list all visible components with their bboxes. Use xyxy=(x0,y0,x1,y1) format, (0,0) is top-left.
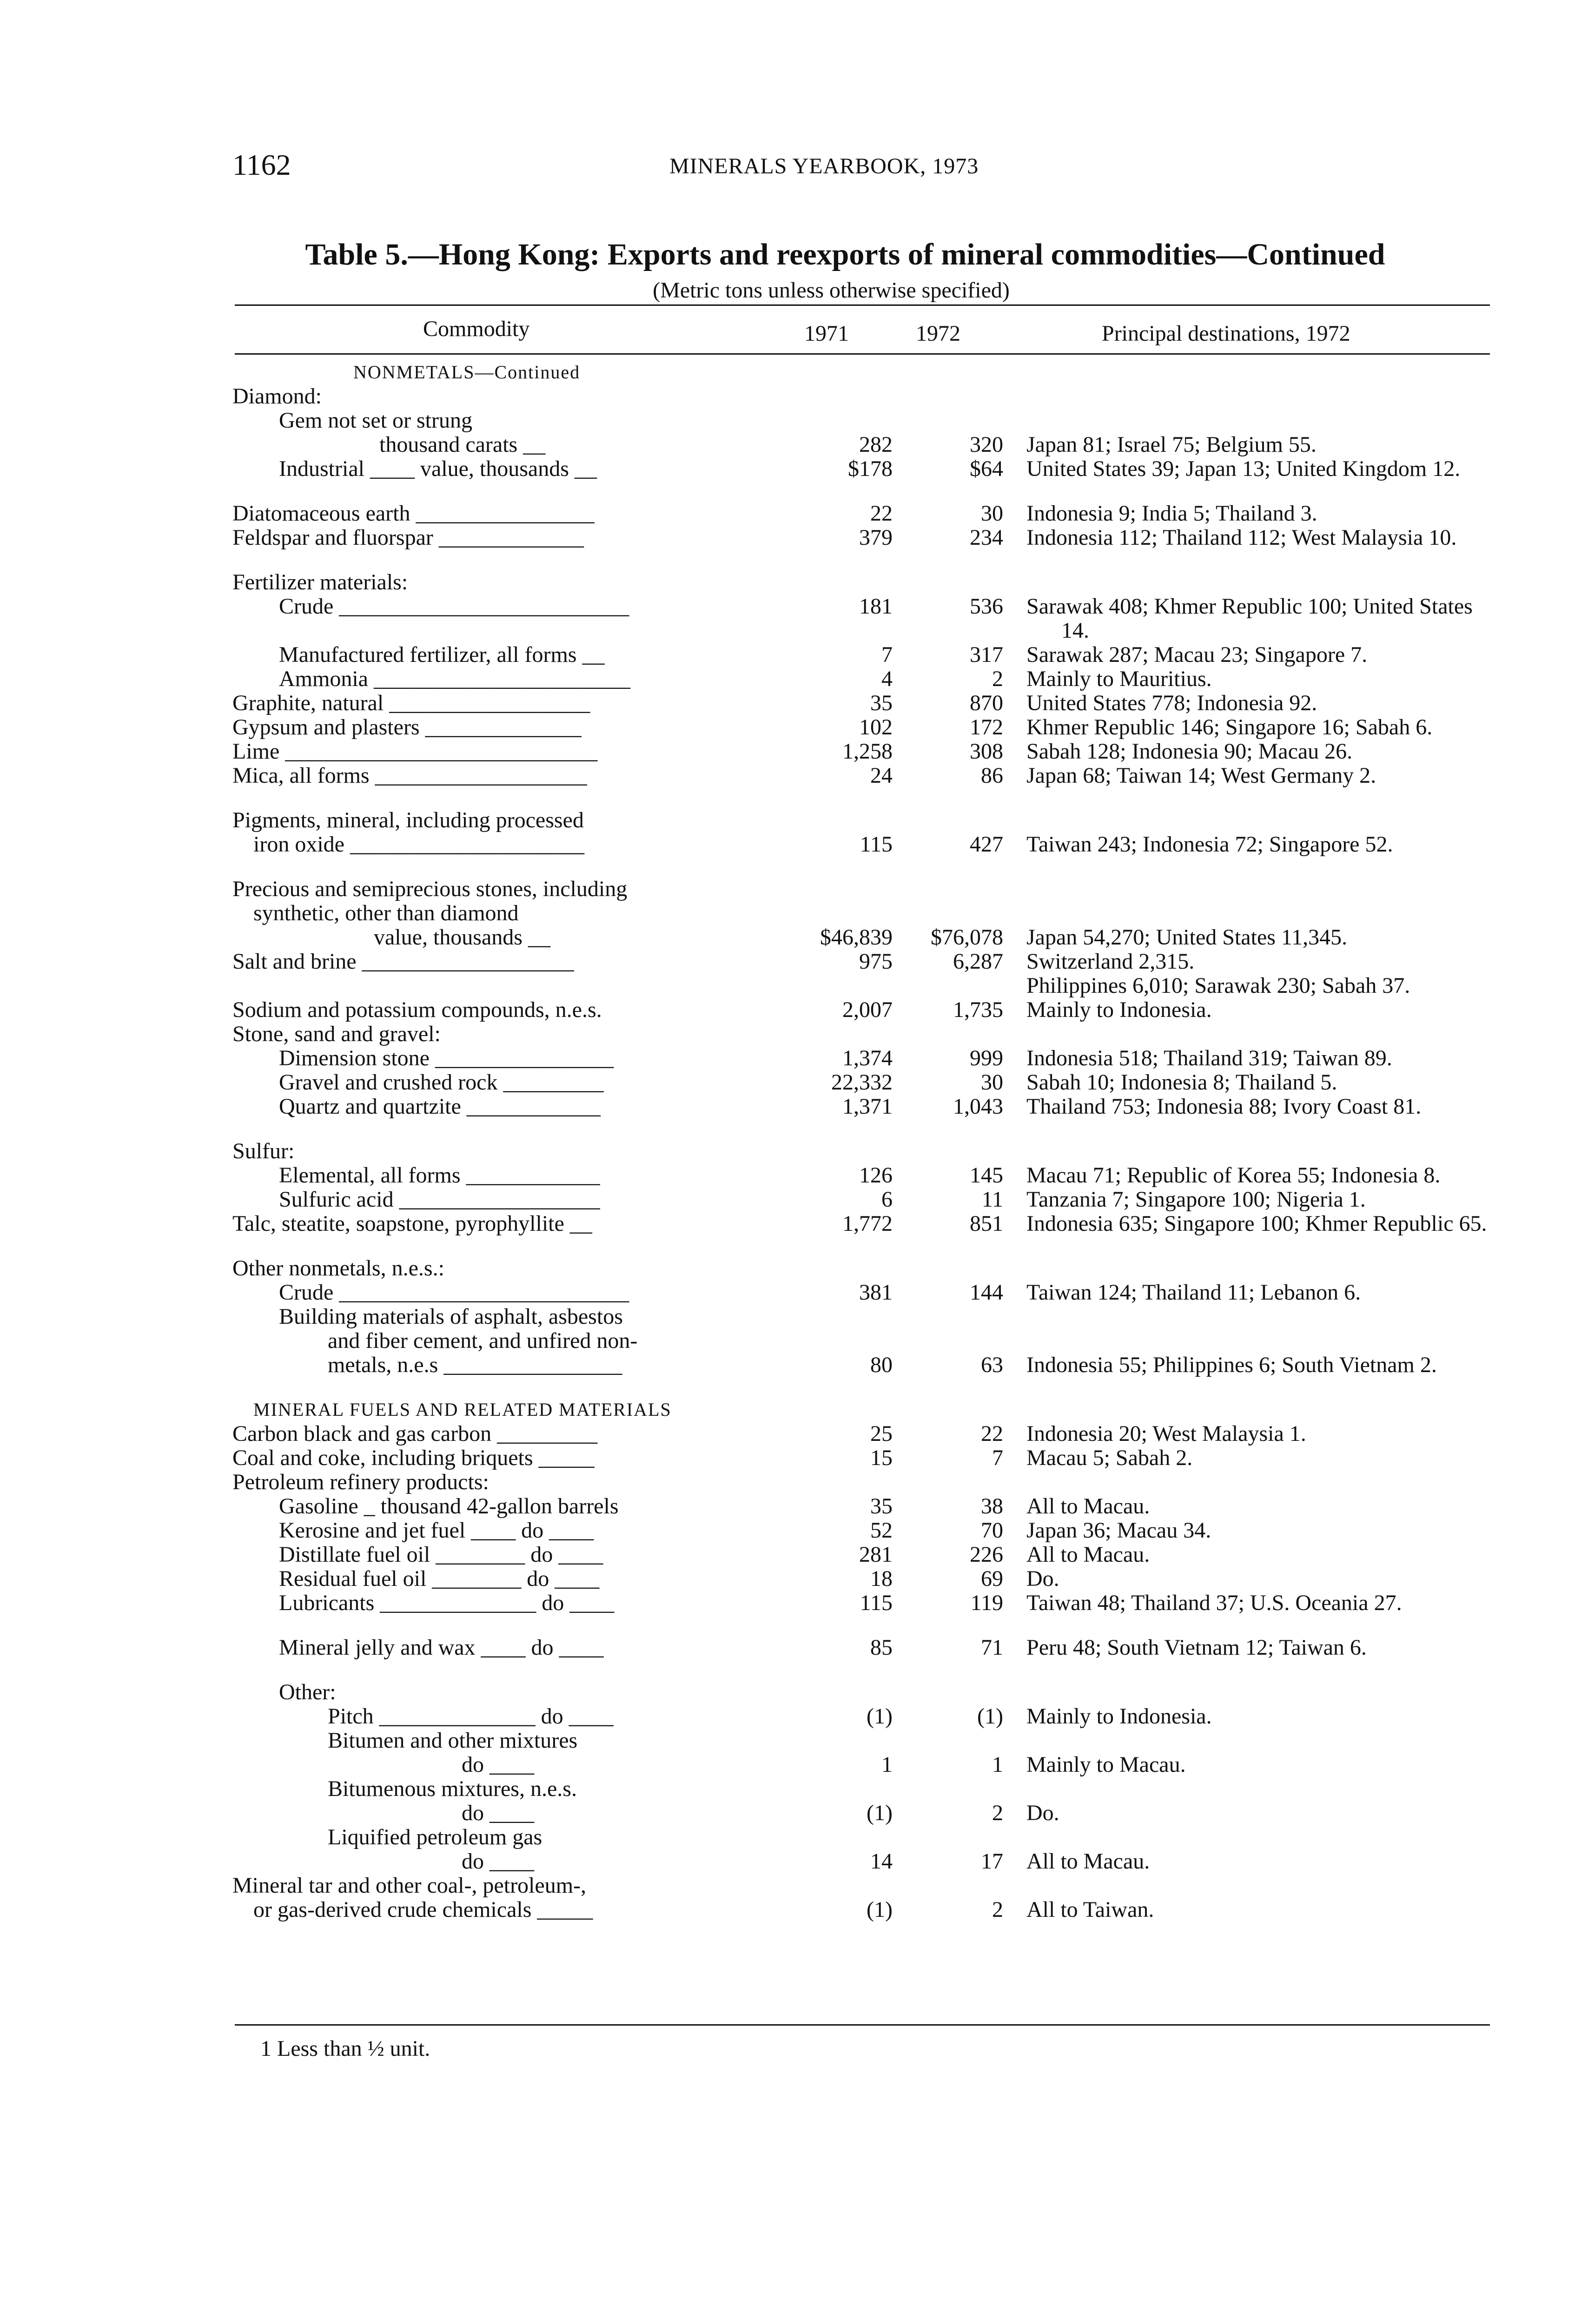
commodity-cell: Building materials of asphalt, asbestos xyxy=(279,1304,623,1329)
destination-cell xyxy=(1003,384,1491,409)
destination-cell: Indonesia 518; Thailand 319; Taiwan 89. xyxy=(1026,1046,1392,1070)
value-1972-cell xyxy=(893,974,1003,998)
destination-cell xyxy=(1003,360,1491,384)
table-row xyxy=(228,1329,1497,1353)
destination-cell: Indonesia 9; India 5; Thailand 3. xyxy=(1026,501,1317,526)
value-1971-cell: 6 xyxy=(881,1187,893,1212)
table-row xyxy=(228,739,1497,764)
table-row xyxy=(228,877,1497,901)
commodity-cell: Residual fuel oil ________ do ____ xyxy=(279,1566,600,1591)
value-1971-cell: 381 xyxy=(859,1280,893,1305)
value-1972-cell: 172 xyxy=(970,715,1003,739)
value-1972-cell: 144 xyxy=(970,1280,1003,1305)
table-row xyxy=(228,808,1497,832)
commodity-cell: Mineral jelly and wax ____ do ____ xyxy=(279,1635,604,1660)
value-1972-cell xyxy=(893,409,1003,433)
destination-cell xyxy=(1003,901,1491,925)
value-1972-cell xyxy=(893,1470,1003,1494)
value-1972-cell: 999 xyxy=(970,1046,1003,1070)
value-1972-cell xyxy=(893,1305,1003,1329)
destination-cell xyxy=(1003,1139,1491,1163)
value-1971-cell xyxy=(772,1777,893,1801)
table-row xyxy=(228,1567,1497,1591)
table-row xyxy=(228,1163,1497,1188)
commodity-cell: Stone, sand and gravel: xyxy=(232,1022,441,1046)
value-1971-cell: 379 xyxy=(859,525,893,550)
value-1972-cell: $64 xyxy=(970,456,1003,481)
value-1972-cell: 70 xyxy=(981,1518,1003,1543)
section-heading-row xyxy=(228,360,1497,384)
value-1972-cell xyxy=(893,1398,1003,1422)
commodity-cell: Petroleum refinery products: xyxy=(232,1470,489,1494)
destination-cell: Mainly to Indonesia. xyxy=(1026,997,1212,1022)
commodity-cell: Sulfuric acid __________________ xyxy=(279,1187,600,1212)
commodity-cell: thousand carats __ xyxy=(279,432,546,457)
value-1971-cell xyxy=(772,1825,893,1849)
header-1972: 1972 xyxy=(916,321,960,346)
destination-cell: Sarawak 287; Macau 23; Singapore 7. xyxy=(1026,642,1368,667)
value-1971-cell xyxy=(772,1329,893,1353)
value-1972-cell: 2 xyxy=(992,667,1003,691)
table-row xyxy=(228,832,1497,857)
destination-cell: Thailand 753; Indonesia 88; Ivory Coast 81. xyxy=(1026,1094,1422,1119)
table-subtitle xyxy=(0,277,1588,303)
commodity-cell: Graphite, natural __________________ xyxy=(232,691,590,715)
destination-cell: All to Macau. xyxy=(1026,1542,1150,1567)
table-row xyxy=(228,643,1497,667)
destination-cell xyxy=(1003,1777,1491,1801)
commodity-cell: Gravel and crushed rock _________ xyxy=(279,1070,604,1095)
table-row xyxy=(228,526,1497,550)
commodity-cell: MINERAL FUELS AND RELATED MATERIALS xyxy=(253,1399,672,1420)
commodity-cell: Elemental, all forms ____________ xyxy=(279,1163,600,1188)
destination-cell xyxy=(1003,877,1491,901)
table-row xyxy=(228,1898,1497,1922)
value-1972-cell: (1) xyxy=(977,1704,1003,1729)
table-row xyxy=(228,594,1497,643)
table-row xyxy=(228,1777,1497,1801)
value-1972-cell: 7 xyxy=(992,1446,1003,1470)
table-title-text: Table 5.—Hong Kong: Exports and reexports of mineral commodities—Continued xyxy=(305,238,1385,271)
commodity-cell: do ____ xyxy=(328,1801,534,1825)
commodity-cell: Sulfur: xyxy=(232,1139,295,1163)
table-row xyxy=(228,1305,1497,1329)
value-1971-cell: 52 xyxy=(870,1518,893,1543)
value-1972-cell xyxy=(893,877,1003,901)
value-1972-cell: 71 xyxy=(981,1635,1003,1660)
table-row xyxy=(228,715,1497,739)
table-row xyxy=(228,409,1497,433)
value-1971-cell xyxy=(772,974,893,998)
commodity-cell: Other: xyxy=(279,1680,336,1704)
value-1972-cell xyxy=(893,1825,1003,1849)
value-1972-cell: 38 xyxy=(981,1494,1003,1519)
destination-cell xyxy=(1003,570,1491,594)
destination-cell: Peru 48; South Vietnam 12; Taiwan 6. xyxy=(1026,1635,1367,1660)
value-1971-cell: 1,371 xyxy=(842,1094,893,1119)
commodity-cell: synthetic, other than diamond xyxy=(253,901,519,925)
table-title xyxy=(0,237,1588,272)
value-1972-cell: 226 xyxy=(970,1542,1003,1567)
value-1972-cell: 119 xyxy=(970,1591,1003,1615)
header-commodity: Commodity xyxy=(423,317,530,341)
value-1972-cell: 2 xyxy=(992,1897,1003,1922)
value-1971-cell xyxy=(772,877,893,901)
commodity-cell: Lime ____________________________ xyxy=(232,739,598,764)
value-1972-cell: 536 xyxy=(970,594,1003,619)
table-row xyxy=(228,691,1497,715)
commodity-cell: Precious and semiprecious stones, including xyxy=(232,877,628,901)
value-1972-cell: 1 xyxy=(992,1752,1003,1777)
table-row xyxy=(228,1680,1497,1704)
value-1971-cell xyxy=(772,1680,893,1704)
destination-cell xyxy=(1003,1398,1491,1422)
table-row xyxy=(228,1591,1497,1615)
value-1972-cell: 320 xyxy=(970,432,1003,457)
value-1972-cell: 30 xyxy=(981,501,1003,526)
commodity-cell: Bitumenous mixtures, n.e.s. xyxy=(328,1776,577,1801)
value-1971-cell: 1,772 xyxy=(842,1211,893,1236)
destination-cell xyxy=(1003,409,1491,433)
commodity-cell: value, thousands __ xyxy=(279,925,550,950)
value-1971-cell: 25 xyxy=(870,1421,893,1446)
value-1971-cell: $178 xyxy=(848,456,893,481)
table-row xyxy=(228,1519,1497,1543)
table-row xyxy=(228,1046,1497,1070)
destination-cell: United States 39; Japan 13; United Kingdom 12. xyxy=(1026,456,1461,481)
value-1972-cell: 86 xyxy=(981,763,1003,788)
destination-cell: United States 778; Indonesia 92. xyxy=(1026,691,1317,715)
destination-cell: Do. xyxy=(1026,1566,1059,1591)
value-1971-cell: 1 xyxy=(881,1752,893,1777)
value-1971-cell xyxy=(772,1729,893,1753)
value-1972-cell xyxy=(893,1729,1003,1753)
value-1971-cell: 115 xyxy=(860,832,893,857)
value-1972-cell xyxy=(893,1680,1003,1704)
table-row xyxy=(228,1281,1497,1305)
table-row xyxy=(228,950,1497,974)
value-1972-cell: 22 xyxy=(981,1421,1003,1446)
value-1972-cell xyxy=(893,1256,1003,1281)
destination-cell xyxy=(1003,1256,1491,1281)
destination-cell: Sabah 10; Indonesia 8; Thailand 5. xyxy=(1026,1070,1337,1095)
value-1972-cell: 63 xyxy=(981,1353,1003,1377)
value-1972-cell: 2 xyxy=(992,1801,1003,1825)
table-row xyxy=(228,1188,1497,1212)
table-row xyxy=(228,384,1497,409)
commodity-cell: iron oxide _____________________ xyxy=(253,832,584,857)
commodity-cell: Sodium and potassium compounds, n.e.s. xyxy=(232,997,602,1022)
destination-cell: Macau 71; Republic of Korea 55; Indonesia 8. xyxy=(1026,1163,1441,1188)
value-1971-cell: 80 xyxy=(870,1353,893,1377)
table-row xyxy=(228,667,1497,691)
commodity-cell: Carbon black and gas carbon _________ xyxy=(232,1421,598,1446)
section-heading-row xyxy=(228,1398,1497,1422)
value-1971-cell: 85 xyxy=(870,1635,893,1660)
destination-cell xyxy=(1003,1729,1491,1753)
commodity-cell: Kerosine and jet fuel ____ do ____ xyxy=(279,1518,594,1543)
commodity-cell: Pitch ______________ do ____ xyxy=(328,1704,614,1729)
destination-cell: Do. xyxy=(1026,1801,1059,1825)
value-1971-cell xyxy=(772,1874,893,1898)
value-1971-cell: 14 xyxy=(870,1849,893,1874)
table-row xyxy=(228,1422,1497,1446)
destination-cell xyxy=(1003,808,1491,832)
commodity-cell: Industrial ____ value, thousands __ xyxy=(279,456,597,481)
value-1972-cell: 17 xyxy=(981,1849,1003,1874)
table-row xyxy=(228,1256,1497,1281)
table-row xyxy=(228,1353,1497,1377)
commodity-cell xyxy=(228,974,772,998)
destination-cell: Japan 68; Taiwan 14; West Germany 2. xyxy=(1026,763,1376,788)
table-row xyxy=(228,1543,1497,1567)
commodity-cell: Quartz and quartzite ____________ xyxy=(279,1094,601,1119)
table-row xyxy=(228,1753,1497,1777)
value-1971-cell: 126 xyxy=(859,1163,893,1188)
commodity-cell: Diatomaceous earth ________________ xyxy=(232,501,595,526)
table-row xyxy=(228,998,1497,1022)
destination-cell: Taiwan 124; Thailand 11; Lebanon 6. xyxy=(1026,1280,1361,1305)
value-1971-cell xyxy=(772,360,893,384)
destination-cell xyxy=(1003,1680,1491,1704)
page-number: 1162 xyxy=(232,148,291,181)
value-1972-cell: 1,735 xyxy=(953,997,1003,1022)
destination-cell: Mainly to Macau. xyxy=(1026,1752,1186,1777)
table-row xyxy=(228,901,1497,925)
destination-cell xyxy=(1003,1825,1491,1849)
table-subtitle-text: (Metric tons unless otherwise specified) xyxy=(653,278,1010,303)
table-row xyxy=(228,1636,1497,1660)
value-1971-cell xyxy=(772,1305,893,1329)
table-row xyxy=(228,1874,1497,1898)
value-1971-cell: 7 xyxy=(881,642,893,667)
value-1972-cell xyxy=(893,1874,1003,1898)
commodity-cell: Manufactured fertilizer, all forms __ xyxy=(279,642,605,667)
value-1972-cell: 870 xyxy=(970,691,1003,715)
commodity-cell: Bitumen and other mixtures xyxy=(328,1728,578,1753)
value-1972-cell xyxy=(893,1139,1003,1163)
value-1971-cell: 15 xyxy=(870,1446,893,1470)
commodity-cell: Pigments, mineral, including processed xyxy=(232,808,584,832)
value-1971-cell: 975 xyxy=(859,949,893,974)
value-1972-cell: 11 xyxy=(981,1187,1003,1212)
destination-cell: Japan 36; Macau 34. xyxy=(1026,1518,1211,1543)
destination-cell xyxy=(1003,1470,1491,1494)
header-destinations: Principal destinations, 1972 xyxy=(1102,321,1350,346)
destination-cell: Mainly to Indonesia. xyxy=(1026,1704,1212,1729)
commodity-cell: Mineral tar and other coal-, petroleum-, xyxy=(232,1873,587,1898)
table-row xyxy=(228,925,1497,950)
commodity-cell: Diamond: xyxy=(232,384,322,409)
destination-cell: Philippines 6,010; Sarawak 230; Sabah 37. xyxy=(1026,973,1410,998)
table-row xyxy=(228,1801,1497,1825)
destination-cell: Taiwan 48; Thailand 37; U.S. Oceania 27. xyxy=(1026,1591,1402,1615)
footnote: 1 Less than ½ unit. xyxy=(260,2036,430,2061)
table-row xyxy=(228,1729,1497,1753)
destination-cell xyxy=(1003,1022,1491,1046)
value-1971-cell: 24 xyxy=(870,763,893,788)
table-row xyxy=(228,433,1497,457)
table-row xyxy=(228,1022,1497,1046)
value-1972-cell xyxy=(893,360,1003,384)
table-row xyxy=(228,1212,1497,1236)
table-row xyxy=(228,1494,1497,1519)
commodity-cell: Coal and coke, including briquets _____ xyxy=(232,1446,595,1470)
table-row xyxy=(228,764,1497,788)
destination-cell: Switzerland 2,315. xyxy=(1026,949,1195,974)
value-1971-cell: 2,007 xyxy=(842,997,893,1022)
destination-cell: Macau 5; Sabah 2. xyxy=(1026,1446,1193,1470)
commodity-cell: and fiber cement, and unfired non- xyxy=(328,1328,638,1353)
value-1972-cell xyxy=(893,1022,1003,1046)
value-1971-cell: 22,332 xyxy=(831,1070,893,1095)
destination-cell xyxy=(1003,1305,1491,1329)
table-row xyxy=(228,1470,1497,1494)
value-1971-cell: 181 xyxy=(859,594,893,619)
commodity-cell: Salt and brine ___________________ xyxy=(232,949,574,974)
running-head: MINERALS YEARBOOK, 1973 xyxy=(669,154,979,178)
table-row xyxy=(228,502,1497,526)
value-1972-cell xyxy=(893,384,1003,409)
value-1971-cell: 1,258 xyxy=(842,739,893,764)
destination-cell: Indonesia 112; Thailand 112; West Malaysia 10. xyxy=(1026,525,1457,550)
table-row xyxy=(228,1825,1497,1849)
commodity-cell: Distillate fuel oil ________ do ____ xyxy=(279,1542,603,1567)
destination-cell: All to Taiwan. xyxy=(1026,1897,1154,1922)
commodity-cell: Mica, all forms ___________________ xyxy=(232,763,587,788)
destination-cell: Indonesia 20; West Malaysia 1. xyxy=(1026,1421,1306,1446)
table-row xyxy=(228,974,1497,998)
header-rule xyxy=(235,353,1490,355)
commodity-cell: Gypsum and plasters ______________ xyxy=(232,715,582,739)
value-1971-cell: 281 xyxy=(859,1542,893,1567)
value-1972-cell xyxy=(893,1777,1003,1801)
destination-cell: Indonesia 55; Philippines 6; South Vietnam 2. xyxy=(1026,1353,1437,1377)
destination-cell: All to Macau. xyxy=(1026,1849,1150,1874)
table-row xyxy=(228,1849,1497,1874)
value-1972-cell: $76,078 xyxy=(931,925,1003,950)
value-1971-cell: 102 xyxy=(859,715,893,739)
value-1972-cell: 308 xyxy=(970,739,1003,764)
commodity-cell: NONMETALS—Continued xyxy=(353,362,581,383)
value-1971-cell xyxy=(772,1022,893,1046)
commodity-cell: do ____ xyxy=(328,1849,534,1874)
destination-cell: All to Macau. xyxy=(1026,1494,1150,1519)
commodity-cell: Crude __________________________ xyxy=(279,1280,629,1305)
value-1971-cell xyxy=(772,1398,893,1422)
commodity-cell: Lubricants ______________ do ____ xyxy=(279,1591,615,1615)
destination-cell: Indonesia 635; Singapore 100; Khmer Republic 65. xyxy=(1026,1211,1487,1236)
value-1972-cell: 317 xyxy=(970,642,1003,667)
table-row xyxy=(228,1704,1497,1729)
value-1972-cell: 234 xyxy=(970,525,1003,550)
table-row xyxy=(228,1070,1497,1095)
value-1971-cell: (1) xyxy=(867,1897,893,1922)
commodity-cell: Talc, steatite, soapstone, pyrophyllite __ xyxy=(232,1211,592,1236)
value-1971-cell: (1) xyxy=(867,1801,893,1825)
value-1971-cell xyxy=(772,901,893,925)
value-1972-cell xyxy=(893,901,1003,925)
value-1971-cell xyxy=(772,1470,893,1494)
destination-cell: Taiwan 243; Indonesia 72; Singapore 52. xyxy=(1026,832,1393,857)
value-1971-cell xyxy=(772,384,893,409)
value-1971-cell: 35 xyxy=(870,1494,893,1519)
commodity-cell: Other nonmetals, n.e.s.: xyxy=(232,1256,444,1281)
table-row xyxy=(228,1139,1497,1163)
value-1971-cell xyxy=(772,1256,893,1281)
value-1971-cell: 115 xyxy=(860,1591,893,1615)
commodity-cell: Gem not set or strung xyxy=(279,408,472,433)
header-1971: 1971 xyxy=(804,321,849,346)
value-1972-cell xyxy=(893,1329,1003,1353)
value-1971-cell xyxy=(772,570,893,594)
commodity-cell: Fertilizer materials: xyxy=(232,570,408,594)
table-row xyxy=(228,457,1497,481)
value-1972-cell xyxy=(893,570,1003,594)
destination-cell: Mainly to Mauritius. xyxy=(1026,667,1212,691)
value-1971-cell: 18 xyxy=(870,1566,893,1591)
bottom-rule xyxy=(235,2024,1490,2026)
destination-cell xyxy=(1003,1329,1491,1353)
destination-cell: Sarawak 408; Khmer Republic 100; United States 14. xyxy=(1026,594,1473,643)
value-1971-cell: 1,374 xyxy=(842,1046,893,1070)
value-1971-cell: 4 xyxy=(881,667,893,691)
value-1971-cell xyxy=(772,808,893,832)
value-1971-cell: 22 xyxy=(870,501,893,526)
value-1971-cell xyxy=(772,409,893,433)
commodity-cell: or gas-derived crude chemicals _____ xyxy=(253,1897,593,1922)
value-1972-cell xyxy=(893,808,1003,832)
value-1972-cell: 427 xyxy=(970,832,1003,857)
destination-cell xyxy=(1003,1874,1491,1898)
destination-cell: Japan 81; Israel 75; Belgium 55. xyxy=(1026,432,1317,457)
table-row xyxy=(228,570,1497,594)
commodity-cell: Feldspar and fluorspar _____________ xyxy=(232,525,584,550)
commodity-cell: Liquified petroleum gas xyxy=(328,1825,543,1849)
commodity-cell: Dimension stone ________________ xyxy=(279,1046,614,1070)
destination-cell: Tanzania 7; Singapore 100; Nigeria 1. xyxy=(1026,1187,1366,1212)
destination-cell: Sabah 128; Indonesia 90; Macau 26. xyxy=(1026,739,1353,764)
value-1972-cell: 6,287 xyxy=(953,949,1003,974)
commodity-cell: Gasoline _ thousand 42-gallon barrels xyxy=(279,1494,619,1519)
commodity-cell: Crude __________________________ xyxy=(279,594,629,619)
table-row xyxy=(228,1446,1497,1470)
value-1971-cell: $46,839 xyxy=(820,925,893,950)
value-1972-cell: 30 xyxy=(981,1070,1003,1095)
top-rule xyxy=(235,304,1490,306)
value-1971-cell: (1) xyxy=(867,1704,893,1729)
value-1971-cell xyxy=(772,1139,893,1163)
destination-cell: Khmer Republic 146; Singapore 16; Sabah 6. xyxy=(1026,715,1433,739)
value-1972-cell: 145 xyxy=(970,1163,1003,1188)
value-1972-cell: 69 xyxy=(981,1566,1003,1591)
value-1972-cell: 1,043 xyxy=(953,1094,1003,1119)
value-1971-cell: 282 xyxy=(859,432,893,457)
commodity-cell: Ammonia _______________________ xyxy=(279,667,630,691)
destination-cell: Japan 54,270; United States 11,345. xyxy=(1026,925,1348,950)
value-1971-cell: 35 xyxy=(870,691,893,715)
commodity-table xyxy=(228,360,1497,1922)
table-row xyxy=(228,1095,1497,1119)
commodity-cell: do ____ xyxy=(328,1752,534,1777)
commodity-cell: metals, n.e.s ________________ xyxy=(328,1353,622,1377)
value-1972-cell: 851 xyxy=(970,1211,1003,1236)
